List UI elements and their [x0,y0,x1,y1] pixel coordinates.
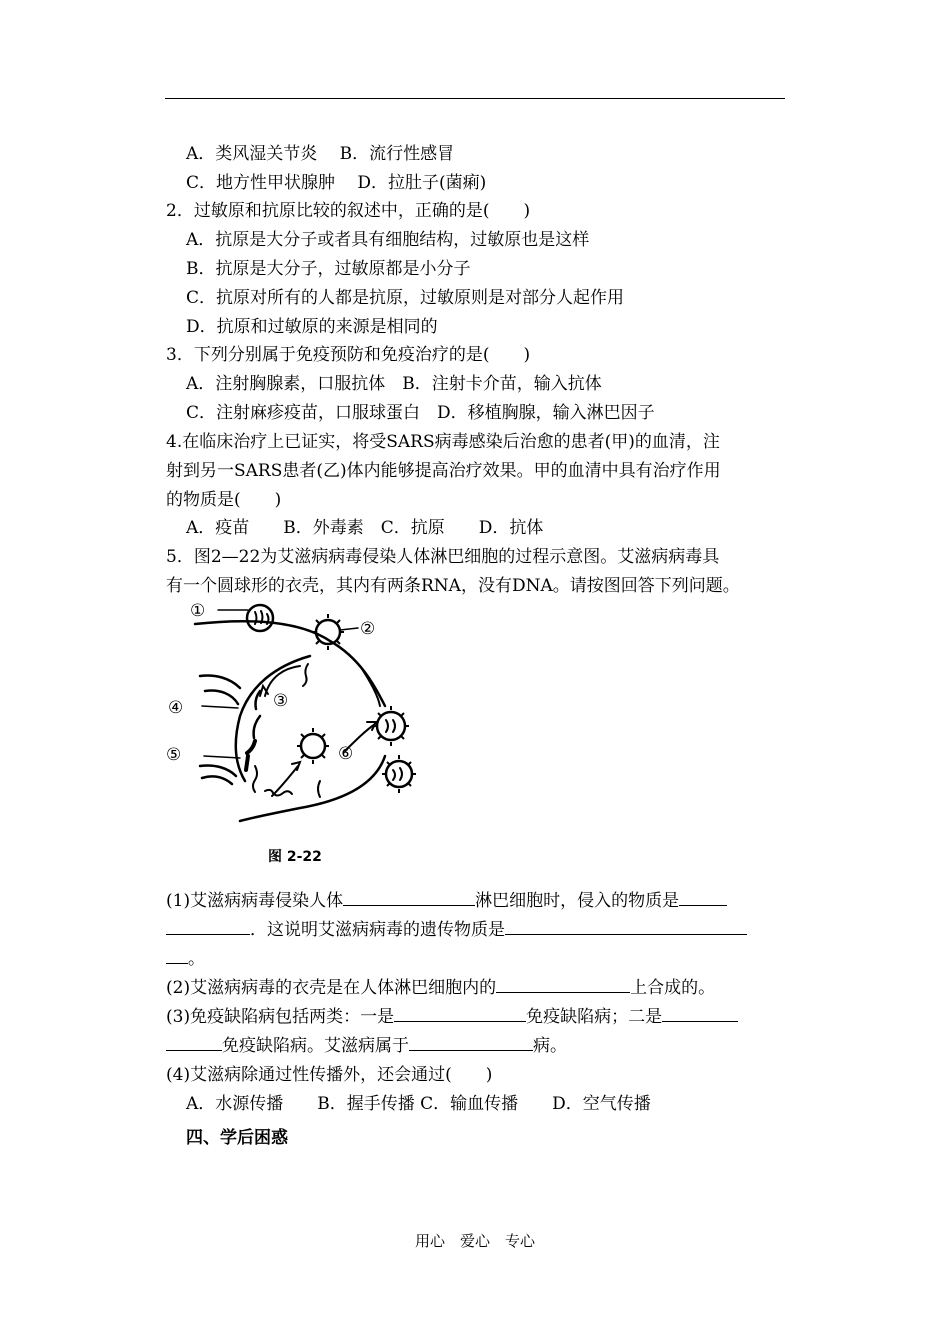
q4-line2: 射到另一SARS患者(乙)体内能够提高治疗效果。甲的血清中具有治疗作用 [166,461,721,481]
answer-blank-3[interactable] [505,919,747,935]
new-virus-inside [301,734,325,758]
answer-blank-6-cont[interactable] [166,1035,222,1051]
prev-options-line2: C．地方性甲状腺肿 D．拉肚子(菌痢) [186,173,487,193]
q4-line3: 的物质是( ) [166,490,282,510]
section-title: 四、学后困惑 [186,1128,288,1148]
header-rule [165,98,785,99]
figure-label-3: ③ [273,691,289,711]
q5-line2: 有一个圆球形的衣壳，其内有两条RNA，没有DNA。请按图回答下列问题。 [166,576,740,596]
q5-part1-line2: ．这说明艾滋病病毒的遗传物质是 [166,919,747,941]
figure-caption: 图 2-22 [268,849,322,865]
cell-membrane-bottom [240,756,385,821]
q5-part1-line3: 。 [166,948,205,970]
q4-line1: 4.在临床治疗上已证实，将受SARS病毒感染后治愈的患者(甲)的血清，注 [166,432,720,452]
q5-part4-options: A．水源传播 B．握手传播 C．输血传播 D．空气传播 [186,1094,651,1114]
q3-options-ab: A．注射胸腺素，口服抗体 B．注射卡介苗，输入抗体 [186,374,602,394]
q5-line1: 5．图2—22为艾滋病病毒侵染人体淋巴细胞的过程示意图。艾滋病病毒具 [166,547,720,567]
figure-label-2: ② [360,619,376,639]
answer-blank-2-cont[interactable] [166,919,250,935]
answer-blank-7[interactable] [409,1035,533,1051]
answer-blank-2[interactable] [679,890,727,906]
figure-label-1: ① [190,601,206,621]
answer-blank-5[interactable] [394,1006,526,1022]
q4-options: A．疫苗 B．外毒素 C．抗原 D．抗体 [186,518,544,538]
q2-option-c: C．抗原对所有的人都是抗原，过敏原则是对部分人起作用 [186,288,625,308]
q5-part1-line1: (1)艾滋病病毒侵染人体 淋巴细胞时，侵入的物质是 [166,890,727,912]
q2-option-d: D．抗原和过敏原的来源是相同的 [186,317,438,337]
q5-part2: (2)艾滋病病毒的衣壳是在人体淋巴细胞内的 上合成的。 [166,978,716,998]
answer-blank-4[interactable] [496,977,630,993]
q2-stem: 2．过敏原和抗原比较的叙述中，正确的是( ) [166,201,531,221]
q3-options-cd: C．注射麻疹疫苗，口服球蛋白 D．移植胸腺，输入淋巴因子 [186,403,655,423]
q5-part3-line1: (3)免疫缺陷病包括两类：一是 免疫缺陷病；二是 [166,1006,738,1028]
answer-blank-3-cont[interactable] [166,948,188,964]
figure-label-5: ⑤ [166,745,182,765]
figure-label-4: ④ [168,698,184,718]
hiv-infection-diagram [160,596,430,826]
q2-option-b: B．抗原是大分子，过敏原都是小分子 [186,259,471,279]
prev-options-line1: A．类风湿关节炎 B．流行性感冒 [186,144,455,164]
q5-part3-line2: 免疫缺陷病。艾滋病属于 病。 [166,1035,567,1057]
answer-blank-6[interactable] [662,1006,738,1022]
q2-option-a: A．抗原是大分子或者具有细胞结构，过敏原也是这样 [186,230,590,250]
answer-blank-1[interactable] [343,890,475,906]
q5-part4-stem: (4)艾滋病除通过性传播外，还会通过( ) [166,1065,493,1085]
page-footer: 用心 爱心 专心 [414,1232,535,1250]
figure-label-6: ⑥ [338,744,354,764]
released-virus-1 [377,712,405,740]
q3-stem: 3．下列分别属于免疫预防和免疫治疗的是( ) [166,345,531,365]
